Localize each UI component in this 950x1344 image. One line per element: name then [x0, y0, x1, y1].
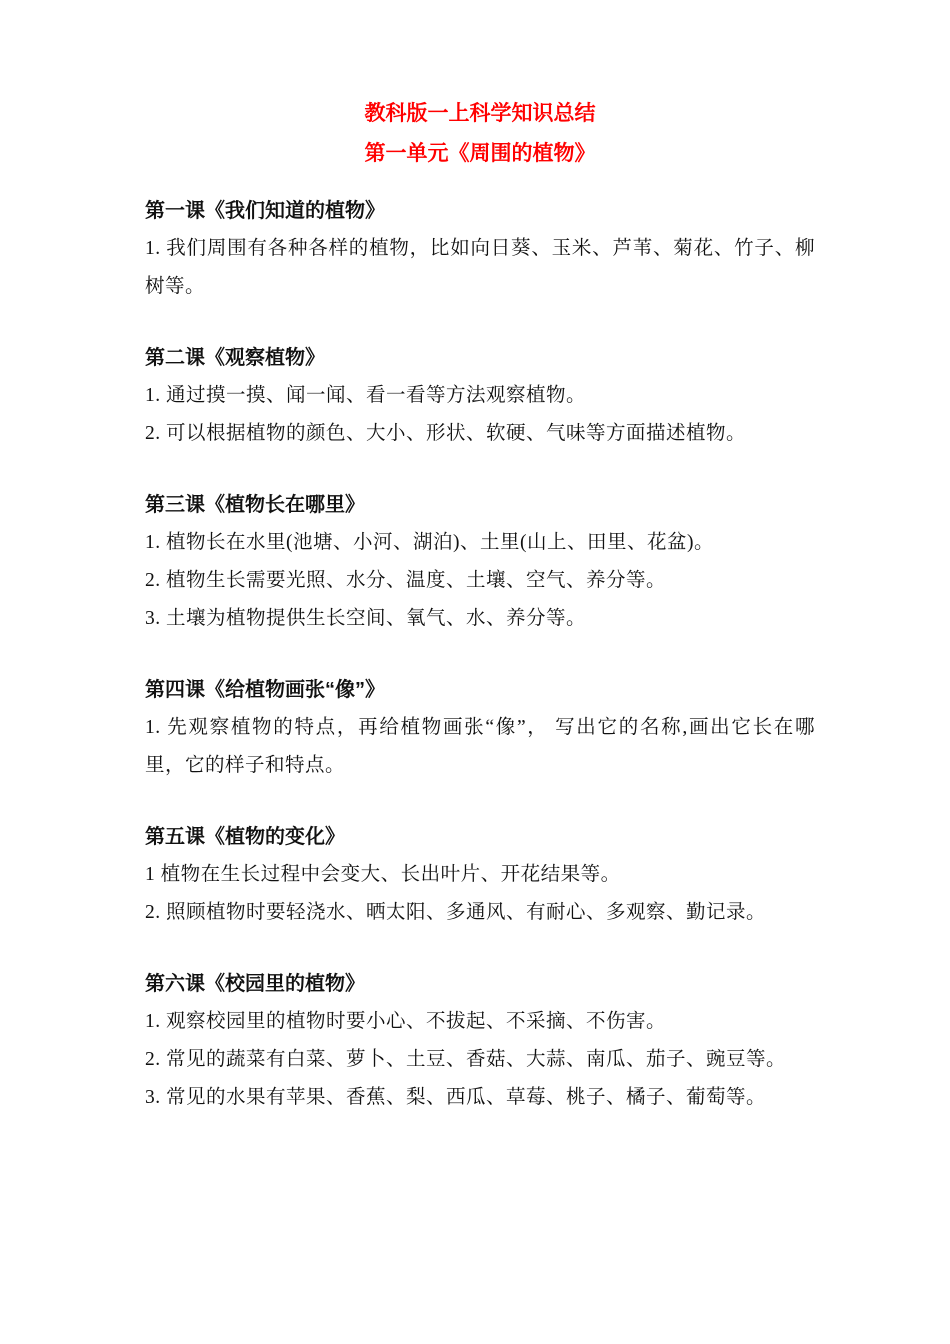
lesson-heading: 第四课《给植物画张“像”》 — [145, 679, 385, 701]
lesson-point: 1. 我们周围有各种各样的植物，比如向日葵、玉米、芦苇、菊花、竹子、柳树等。 — [145, 238, 815, 297]
lesson-heading: 第二课《观察植物》 — [145, 347, 325, 369]
lesson-point: 3. 常见的水果有苹果、香蕉、梨、西瓜、草莓、桃子、橘子、葡萄等。 — [145, 1087, 767, 1108]
lesson-point: 3. 土壤为植物提供生长空间、氧气、水、养分等。 — [145, 608, 587, 629]
lesson-heading: 第三课《植物长在哪里》 — [145, 494, 365, 516]
lesson-heading: 第五课《植物的变化》 — [145, 826, 345, 848]
lesson-section-1 — [145, 192, 815, 306]
lesson-point: 2. 照顾植物时要轻浇水、晒太阳、多通风、有耐心、多观察、勤记录。 — [145, 902, 767, 923]
lesson-point: 1. 通过摸一摸、闻一闻、看一看等方法观察植物。 — [145, 385, 587, 406]
document-subtitle: 第一单元《周围的植物》 — [364, 142, 596, 165]
lesson-section-4 — [145, 671, 815, 785]
lesson-point: 1 植物在生长过程中会变大、长出叶片、开花结果等。 — [145, 864, 621, 885]
lesson-point: 2. 常见的蔬菜有白菜、萝卜、土豆、香菇、大蒜、南瓜、茄子、豌豆等。 — [145, 1049, 787, 1070]
lesson-section-6 — [145, 965, 815, 1117]
document-title: 教科版一上科学知识总结 — [364, 102, 596, 125]
lesson-point: 2. 植物生长需要光照、水分、温度、土壤、空气、养分等。 — [145, 570, 667, 591]
lesson-point: 1. 先观察植物的特点，再给植物画张“像”， 写出它的名称,画出它长在哪里，它的样子和特点。 — [145, 717, 815, 776]
lesson-point: 1. 观察校园里的植物时要小心、不拔起、不采摘、不伤害。 — [145, 1011, 667, 1032]
lesson-section-2 — [145, 339, 815, 453]
lesson-section-3 — [145, 486, 815, 638]
lesson-heading: 第六课《校园里的植物》 — [145, 973, 365, 995]
lesson-point: 2. 可以根据植物的颜色、大小、形状、软硬、气味等方面描述植物。 — [145, 423, 747, 444]
lesson-heading: 第一课《我们知道的植物》 — [145, 200, 385, 222]
lesson-point: 1. 植物长在水里(池塘、小河、湖泊)、土里(山上、田里、花盆)。 — [145, 532, 714, 553]
lesson-section-5 — [145, 818, 815, 932]
